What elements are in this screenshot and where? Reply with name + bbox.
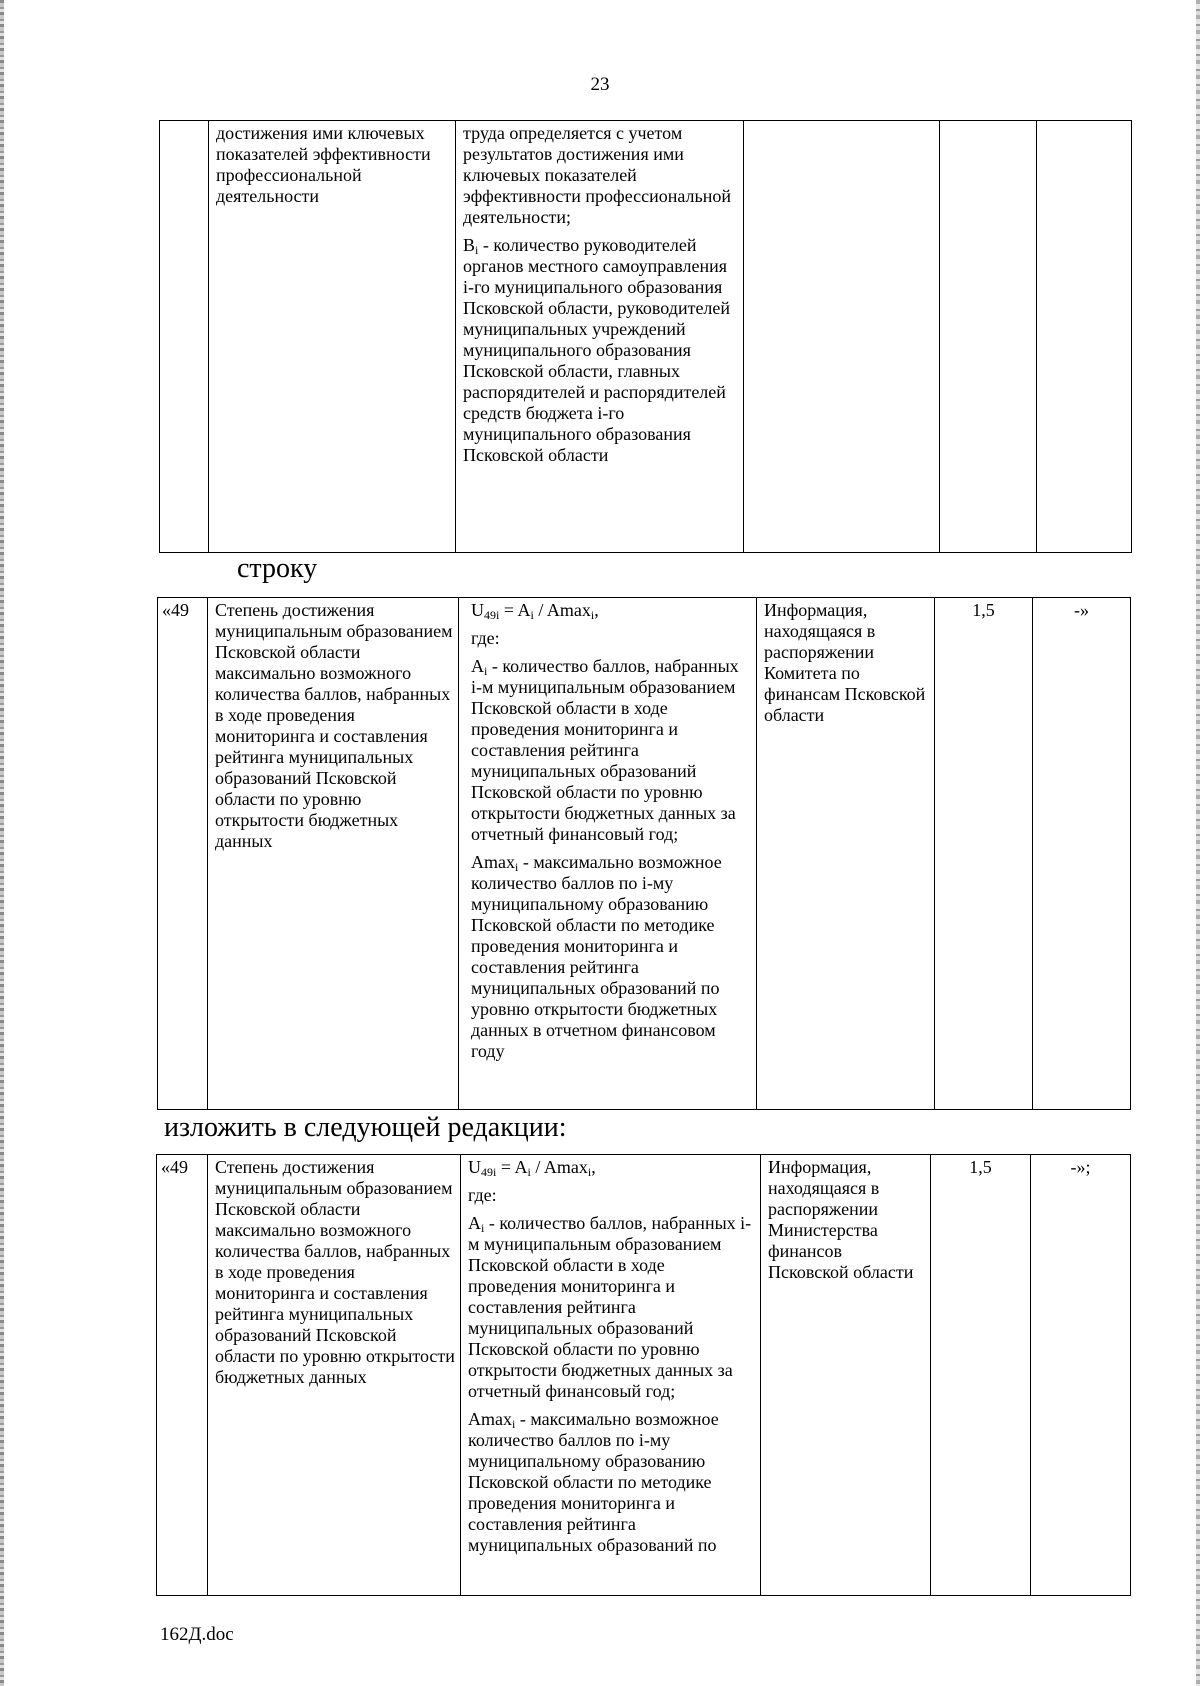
- cell-weight: 1,5: [935, 598, 1033, 1110]
- cell-source: [744, 121, 940, 553]
- formula-amax-def: Amax$_i$ - максимально возможное количество баллов по i-му муниципальному образованию Псковской области по методике проведения мониторинга и составления рейтинга муниципальных образований по уровню открытости бюджетных данных в отчетном финансовом году: [471, 852, 722, 1061]
- cell-indicator-name: Степень достижения муниципальным образованием Псковской области максимально возможного количества баллов, набранных в ходе проведения мониторинга и составления рейтинга муниципальных образований Псковской области по уровню открытости бюджетных данных: [208, 598, 459, 1110]
- formula-paragraph: $B_i$ - количество руководителей органов местного самоуправления i-го муниципального образования Псковской области, руководителей муниципальных учреждений муниципального образования Псковской области, главных распорядителей и распорядителей средств бюджета i-го муниципального образования Псковской области: [463, 235, 731, 465]
- cell-indicator-name: достижения ими ключевых показателей эффективности профессиональной деятельности: [209, 121, 456, 553]
- table-row49-new: [156, 1154, 1131, 1596]
- cell-last: [1037, 121, 1132, 553]
- cell-weight: 1,5: [931, 1155, 1031, 1596]
- table-continuation: [159, 120, 1132, 553]
- label-redaction: изложить в следующей редакции:: [164, 1112, 567, 1143]
- table-row: [160, 121, 1132, 553]
- formula-where: где:: [468, 1185, 497, 1205]
- cell-indicator-name: Степень достижения муниципальным образованием Псковской области максимально возможного количества баллов, набранных в ходе проведения мониторинга и составления рейтинга муниципальных образований Псковской области по уровню открытости бюджетных данных: [208, 1155, 461, 1596]
- formula-line: $U_{49i} = A_i / Amax_i$,: [471, 600, 599, 622]
- formula-a-def: $A_i$ - количество баллов, набранных i-м муниципальным образованием Псковской области в ходе проведения мониторинга и составления рейтинга муниципальных образований Псковской области по уровню открытости бюджетных данных за отчетный финансовый год;: [471, 656, 739, 844]
- cell-formula: [461, 1155, 761, 1596]
- cell-source: Информация, находящаяся в распоряжении Министерства финансов Псковской области: [761, 1155, 931, 1596]
- formula-line: $U_{49i} = A_i / Amax_i$,: [468, 1157, 596, 1179]
- formula-paragraph: труда определяется с учетом результатов достижения ими ключевых показателей эффективности профессиональной деятельности;: [463, 123, 731, 227]
- cell-weight: [940, 121, 1037, 553]
- formula-a-def: $A_i$ - количество баллов, набранных i-м муниципальным образованием Псковской области в ходе проведения мониторинга и составления рейтинга муниципальных образований Псковской области по уровню открытости бюджетных данных за отчетный финансовый год;: [468, 1213, 752, 1401]
- page-number: 23: [590, 74, 610, 95]
- formula-amax-def: Amax$_i$ - максимально возможное количество баллов по i-му муниципальному образованию Псковской области по методике проведения мониторинга и составления рейтинга муниципальных образований по: [468, 1409, 719, 1555]
- cell-source: Информация, находящаяся в распоряжении Комитета по финансам Псковской области: [757, 598, 935, 1110]
- scan-edge-left: [0, 0, 4, 1686]
- cell-num: «49: [157, 1155, 208, 1596]
- cell-num: [160, 121, 209, 553]
- scan-edge-right: [1196, 0, 1200, 1686]
- cell-formula: [456, 121, 744, 553]
- footer-filename: 162Д.doc: [160, 1624, 234, 1645]
- cell-num: «49: [158, 598, 208, 1110]
- cell-last: -»;: [1031, 1155, 1131, 1596]
- cell-last: -»: [1033, 598, 1131, 1110]
- formula-where: где:: [471, 628, 500, 648]
- table-row49-old: [157, 597, 1131, 1110]
- table-row: [157, 1155, 1131, 1596]
- cell-formula: [459, 598, 757, 1110]
- table-row: [158, 598, 1131, 1110]
- label-stroku: строку: [237, 553, 318, 584]
